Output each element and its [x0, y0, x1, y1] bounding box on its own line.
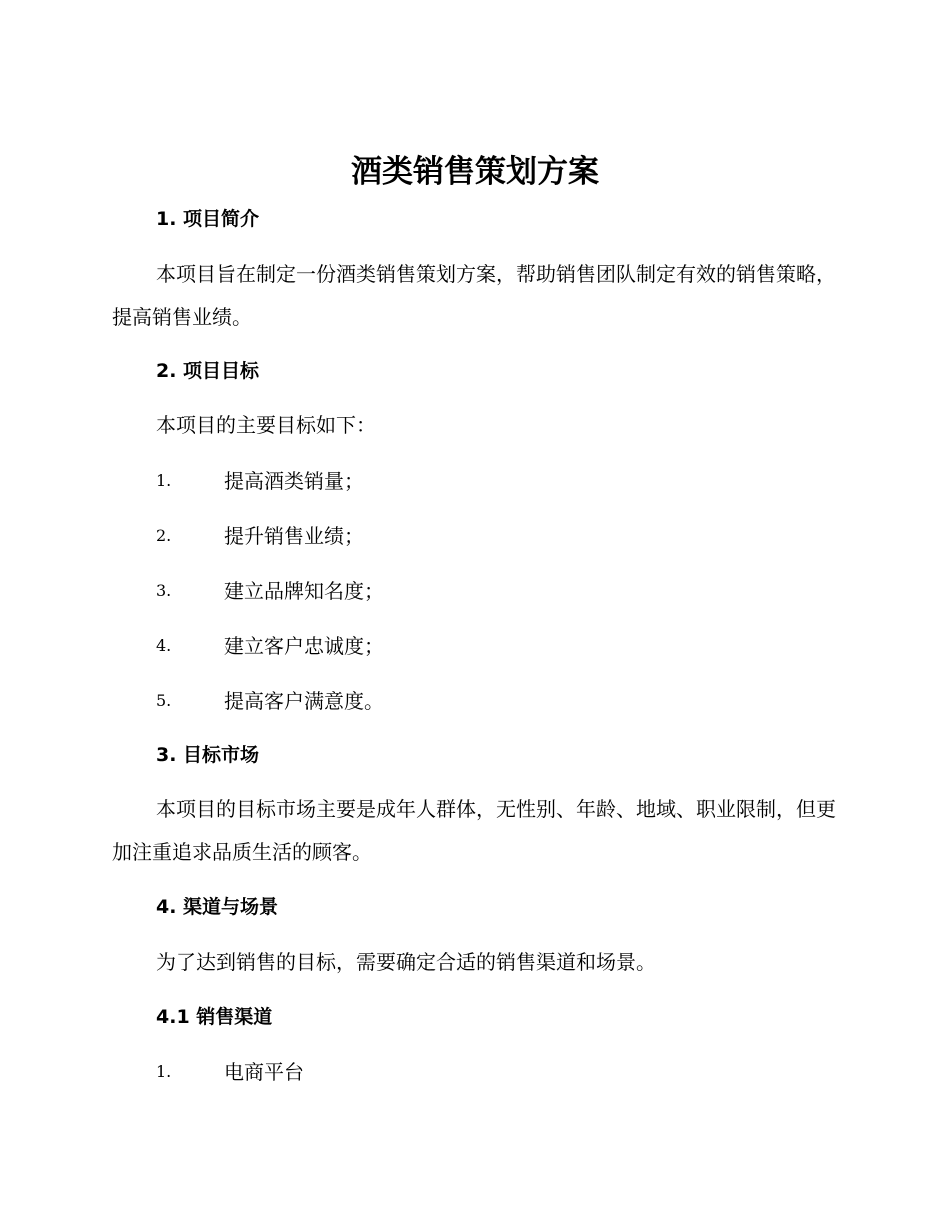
section-heading-project-intro: 1. 项目简介 [156, 208, 260, 230]
list-item-text: 建立客户忠诚度； [224, 634, 384, 658]
list-item-text: 电商平台 [224, 1060, 304, 1084]
list-item-number: 5. [156, 691, 172, 710]
list-item-text: 提高客户满意度。 [224, 689, 384, 713]
document-title: 酒类销售策划方案 [351, 154, 599, 190]
section-heading-target-market: 3. 目标市场 [156, 744, 260, 766]
section-heading-sales-channels: 4.1 销售渠道 [156, 1006, 273, 1028]
list-item-number: 1. [156, 471, 172, 490]
list-item-number: 3. [156, 581, 172, 600]
paragraph-goals-intro: 本项目的主要目标如下： [156, 413, 376, 437]
section-heading-project-goals: 2. 项目目标 [156, 360, 260, 382]
list-item-number: 4. [156, 636, 172, 655]
section-heading-channels-scenarios: 4. 渠道与场景 [156, 896, 279, 918]
paragraph-channels-intro: 为了达到销售的目标，需要确定合适的销售渠道和场景。 [156, 950, 656, 974]
list-item-text: 建立品牌知名度； [224, 579, 384, 603]
paragraph-target-market: 本项目的目标市场主要是成年人群体，无性别、年龄、地域、职业限制，但更加注重追求品质生活的顾客。 [112, 797, 836, 864]
list-item-number: 1. [156, 1062, 172, 1081]
list-item-number: 2. [156, 526, 172, 545]
list-item-text: 提升销售业绩； [224, 524, 364, 548]
paragraph-project-intro: 本项目旨在制定一份酒类销售策划方案，帮助销售团队制定有效的销售策略，提高销售业绩。 [112, 262, 836, 329]
list-item-text: 提高酒类销量； [224, 469, 364, 493]
